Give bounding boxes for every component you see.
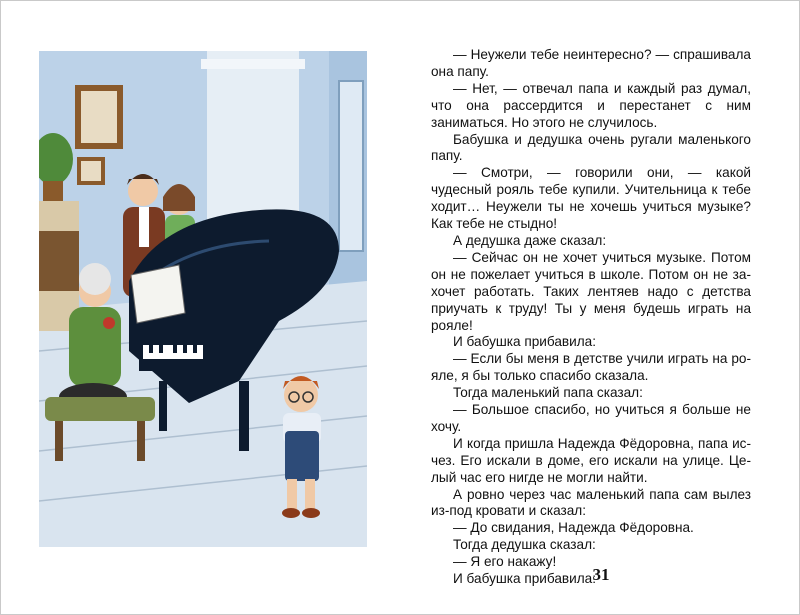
paragraph: И когда пришла Надежда Фёдоровна, папа исчез. Его искали в доме, его искали на улице. Целый час его нигде не могли найти.: [431, 435, 751, 485]
paragraph: И бабушка прибавила:: [453, 571, 596, 587]
paragraph: — До свидания, Надежда Фёдоровна.: [453, 520, 694, 536]
paragraph: А ровно через час маленький папа сам вылез из-под кровати и сказал:: [431, 486, 751, 519]
story-text: [431, 47, 751, 588]
paragraph: — Я его накажу!: [453, 554, 557, 570]
piano-scene-icon: [39, 51, 367, 547]
paragraph: Тогда маленький папа сказал:: [453, 385, 643, 401]
illustration-piano-scene: [39, 51, 367, 547]
paragraph: Тогда дедушка сказал:: [453, 537, 596, 553]
paragraph: — Большое спасибо, но учиться я больше не хочу.: [431, 402, 751, 434]
paragraph: — Если бы меня в детстве учили играть на рояле, я бы только спасибо сказала.: [431, 351, 751, 384]
paragraph: — Нет, — отвечал папа и каждый раз думал, что она рассердится и перестанет с ним заниматься. Но этого не случилось.: [431, 80, 751, 130]
paragraph: И бабушка прибавила:: [453, 334, 596, 350]
paragraph: — Сейчас он не хочет учиться музыке. Потом он не пожелает учиться в школе. Потом он не захочет работать. Таких лентяев надо с детства приучать к труду! Ты у меня будешь играть на рояле!: [431, 249, 751, 333]
paragraph: — Неужели тебе неинтересно? — спрашивала она папу.: [431, 47, 751, 79]
paragraph: А дедушка даже сказал:: [453, 232, 607, 248]
paragraph: — Смотри, — говорили они, — какой чудесный рояль тебе купили. Учительница к тебе ходит… Неужели ты не хочешь учиться музыке? Как тебе не стыдно!: [431, 165, 751, 232]
page-number: 31: [592, 565, 610, 584]
paragraph: Бабушка и дедушка очень ругали маленького папу.: [431, 131, 751, 164]
